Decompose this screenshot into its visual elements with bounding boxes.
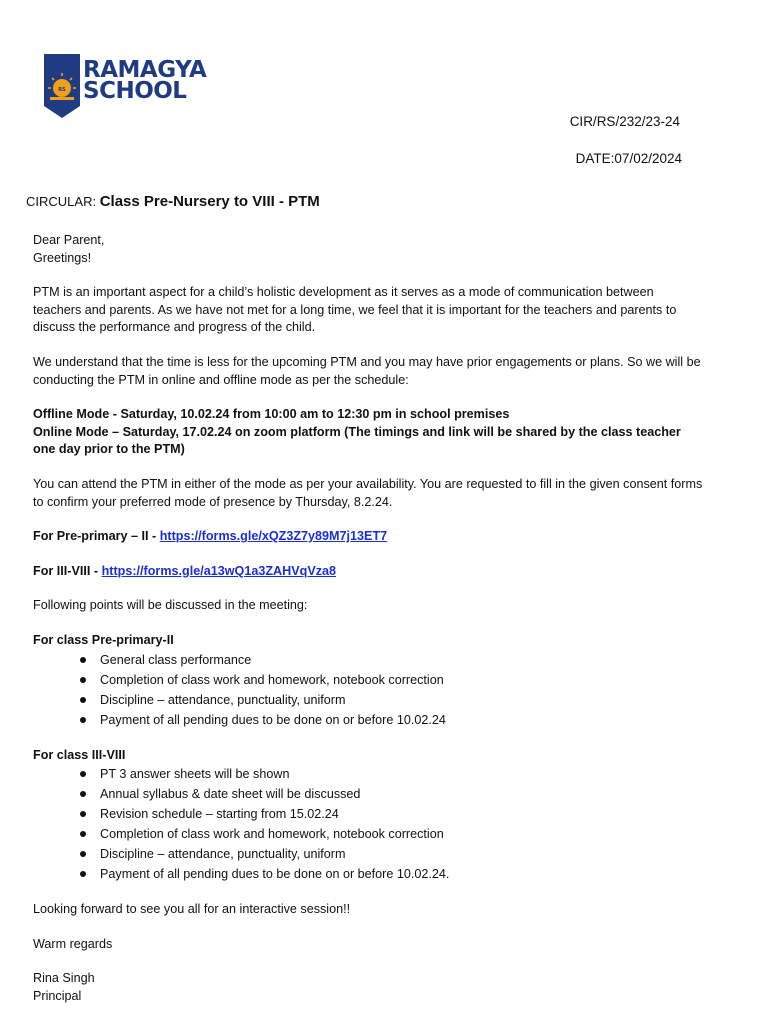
list-item: Completion of class work and homework, notebook correction [33, 824, 703, 844]
form-preprimary-link[interactable]: https://forms.gle/xQZ3Z7y89M7j13ET7 [159, 529, 388, 544]
signatory-name: Rina Singh [33, 971, 95, 986]
school-logo-icon [44, 54, 80, 118]
signatory-title: Principal [33, 988, 82, 1003]
online-mode-schedule: Online Mode – Saturday, 17.02.24 on zoom platform (The timings and link will be shared by the class teacher one day prior to the PTM) [33, 424, 681, 457]
svg-text:RS: RS [58, 87, 66, 93]
group2-list [33, 764, 703, 884]
paragraph-schedule-intro: We understand that the time is less for the upcoming PTM and you may have prior engagements or plans. So we will be conducting the PTM in online and offline mode as per the schedule: [33, 354, 701, 387]
form-iii-viii [33, 563, 703, 581]
form-preprimary-label: For Pre-primary – II - [33, 529, 160, 544]
form-preprimary [33, 528, 703, 546]
regards: Warm regards [33, 936, 113, 951]
points-intro: Following points will be discussed in the meeting: [33, 598, 308, 613]
circular-heading [26, 193, 320, 210]
group1-heading: For class Pre-primary-II [33, 632, 174, 647]
list-item: Payment of all pending dues to be done on or before 10.02.24. [33, 864, 703, 884]
list-item: Completion of class work and homework, notebook correction [33, 670, 703, 690]
list-item: Discipline – attendance, punctuality, uniform [33, 844, 703, 864]
school-name-logo [83, 57, 207, 104]
letter-body [33, 232, 703, 1005]
list-item: Payment of all pending dues to be done on or before 10.02.24 [33, 710, 703, 730]
list-item: Discipline – attendance, punctuality, uniform [33, 690, 703, 710]
list-item: Annual syllabus & date sheet will be discussed [33, 784, 703, 804]
list-item: Revision schedule – starting from 15.02.24 [33, 804, 703, 824]
group1-list [33, 650, 703, 730]
list-item: General class performance [33, 650, 703, 670]
paragraph-ptm-importance: PTM is an important aspect for a child’s holistic development as it serves as a mode of communication between teachers and parents. As we have not met for a long time, we feel that it is important for the teachers and parents to discuss the performance and progress of the child. [33, 285, 677, 335]
list-item: PT 3 answer sheets will be shown [33, 764, 703, 784]
greeting: Greetings! [33, 250, 92, 265]
closing-line: Looking forward to see you all for an interactive session!! [33, 902, 351, 917]
circular-label: CIRCULAR: [26, 194, 97, 209]
circular-ref-number: CIR/RS/232/23-24 [569, 114, 680, 129]
offline-mode-schedule: Offline Mode - Saturday, 10.02.24 from 10:00 am to 12:30 pm in school premises [33, 407, 510, 422]
circular-date: DATE:07/02/2024 [575, 151, 682, 166]
salutation: Dear Parent, [33, 233, 105, 247]
group2-heading: For class III-VIII [33, 747, 126, 762]
school-name-line2: SCHOOL [83, 78, 187, 104]
school-name-line1: RAMAGYA [83, 57, 207, 83]
form-iii-viii-link[interactable]: https://forms.gle/a13wQ1a3ZAHVqVza8 [101, 563, 337, 578]
form-iii-viii-label: For III-VIII - [33, 563, 102, 578]
circular-title: Class Pre-Nursery to VIII - PTM [99, 193, 320, 210]
paragraph-consent-forms: You can attend the PTM in either of the mode as per your availability. You are requested to fill in the given consent forms to confirm your preferred mode of presence by Thursday, 8.2.24. [33, 476, 703, 509]
